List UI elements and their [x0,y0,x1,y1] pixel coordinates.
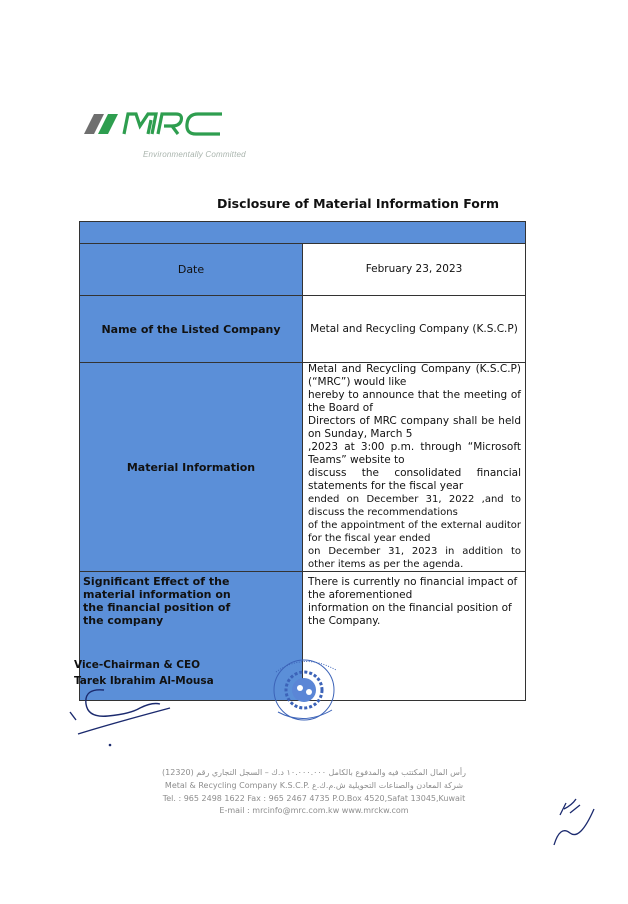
material-label: Material Information [80,363,303,572]
material-row [80,363,526,572]
date-row [80,244,526,296]
footer-company-line: Metal & Recycling Company K.S.C.P. شركة المعادن والصناعات التحويلية ش.م.ك.ع [164,781,464,790]
footer-web-line: E-mail : mrcinfo@mrc.com.kw www.mrckw.com [219,806,409,815]
material-line: Metal and Recycling Company (K.S.C.P) (“MRC”) would like [308,363,521,388]
disclosure-form-table [79,221,526,701]
effect-value-line: There is currently no financial impact of the aforementioned [308,576,518,601]
table-header-cell [80,222,526,244]
company-row [80,296,526,363]
seal-drawing [262,650,362,730]
company-seal [262,650,362,735]
material-line: ended on December 31, 2022 ,and to discuss the recommendations [308,494,521,518]
company-label-text: Name of the Listed Company [101,322,281,336]
date-value: February 23, 2023 [303,244,526,296]
material-line: of the appointment of the external auditor for the fiscal year ended [308,520,521,544]
effect-value-line: information on the financial position of the Company. [308,602,512,627]
company-value: Metal and Recycling Company (K.S.C.P) [303,296,526,363]
effect-label-line: the financial position of [83,601,231,614]
material-line: hereby to announce that the meeting of the Board of [308,389,521,414]
signatory-position: Vice-Chairman & CEO [74,659,201,671]
form-title: Disclosure of Material Information Form [216,196,500,211]
company-label [80,296,303,363]
initials-drawing [540,795,600,865]
footer-contact-line: Tel. : 965 2498 1622 Fax : 965 2467 4735 P.O.Box 4520,Safat 13045,Kuwait [162,794,466,803]
material-line: Directors of MRC company shall be held on Sunday, March 5 [308,415,521,440]
date-label: Date [80,244,303,296]
handwritten-signature [60,682,180,757]
logo-tagline: Environmentally Committed [143,150,246,159]
material-value [303,363,526,572]
signature-drawing [60,682,180,752]
footer-capital-line: رأس المال المكتتب فيه والمدفوع بالكامل ١٠.٠٠٠.٠٠٠ د.ك – السجل التجاري رقم (12320) [162,768,466,777]
material-line: on December 31, 2023 in addition to other items as per the agenda. [308,546,521,570]
mrc-logo-mark [84,100,264,150]
table-header-row [80,222,526,244]
effect-label-line: material information on [83,588,231,601]
material-line: ,2023 at 3:00 p.m. through “Microsoft Teams” website to [308,441,521,466]
handwritten-initials [540,795,600,870]
effect-label-line: Significant Effect of the [83,575,230,588]
effect-label-line: the company [83,614,164,627]
material-line: discuss the consolidated financial statements for the fiscal year [308,467,521,492]
signatory-name: Tarek Ibrahim Al-Mousa [74,675,214,687]
